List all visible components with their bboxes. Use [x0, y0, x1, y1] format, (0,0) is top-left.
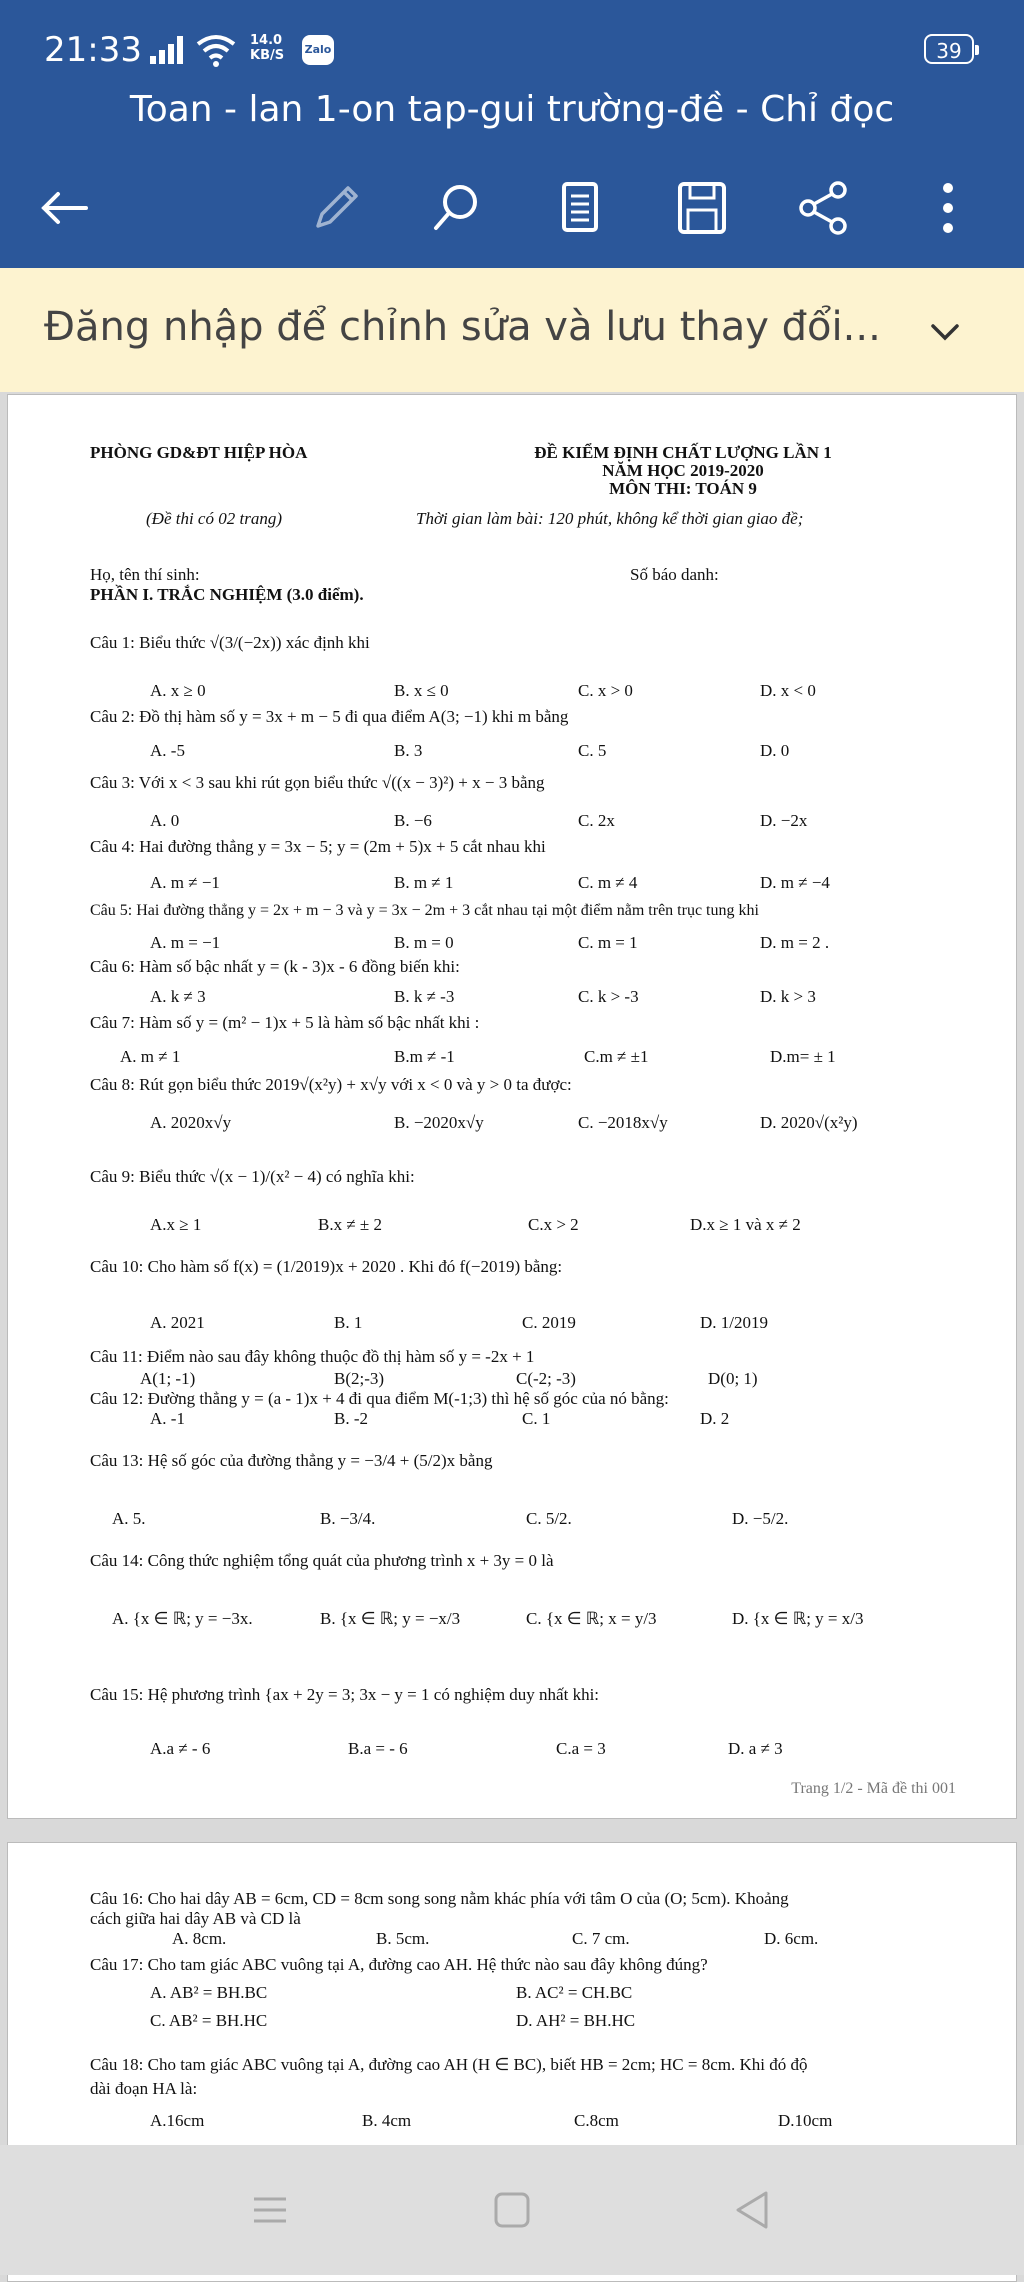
- q14-option-b: B. {x ∈ ℝ; y = −x/3: [320, 1609, 461, 1628]
- q17-option-b: B. AC² = CH.BC: [516, 1983, 633, 2002]
- question-4: Câu 4: Hai đường thẳng y = 3x − 5; y = (2m + 5)x + 5 cắt nhau khi: [90, 837, 546, 856]
- back-nav-icon[interactable]: [722, 2185, 782, 2235]
- reading-view-icon[interactable]: [548, 176, 612, 240]
- q17-option-d: D. AH² = BH.HC: [516, 2011, 636, 2030]
- exam-title-3: MÔN THI: TOÁN 9: [609, 479, 757, 498]
- q16-option-b: B. 5cm.: [376, 1929, 430, 1948]
- q16-option-c: C. 7 cm.: [572, 1929, 630, 1948]
- q4-option-d: D. m ≠ −4: [760, 873, 830, 892]
- question-9: Câu 9: Biểu thức √(x − 1)/(x² − 4) có nghĩa khi:: [90, 1167, 415, 1186]
- question-5: Câu 5: Hai đường thẳng y = 2x + m − 3 và y = 3x − 2m + 3 cắt nhau tại một điểm nằm trên trục tung khi: [90, 902, 759, 919]
- question-3: Câu 3: Với x < 3 sau khi rút gọn biểu thức √((x − 3)²) + x − 3 bằng: [90, 773, 545, 792]
- more-icon[interactable]: [916, 176, 980, 240]
- q13-option-c: C. 5/2.: [526, 1509, 572, 1528]
- q7-option-b: B.m ≠ -1: [394, 1047, 455, 1066]
- q6-option-c: C. k > -3: [578, 987, 639, 1006]
- q15-option-b: B.a = - 6: [348, 1739, 408, 1758]
- question-16: Câu 16: Cho hai dây AB = 6cm, CD = 8cm song song nằm khác phía với tâm O của (O; 5cm). Khoảng: [90, 1889, 789, 1908]
- q8-option-a: A. 2020x√y: [150, 1113, 232, 1132]
- q1-option-a: A. x ≥ 0: [150, 681, 206, 700]
- q6-option-b: B. k ≠ -3: [394, 987, 455, 1006]
- q5-option-b: B. m = 0: [394, 933, 454, 952]
- q9-option-b: B.x ≠ ± 2: [318, 1215, 382, 1234]
- q16-option-d: D. 6cm.: [764, 1929, 819, 1948]
- question-14: Câu 14: Công thức nghiệm tổng quát của phương trình x + 3y = 0 là: [90, 1551, 554, 1570]
- share-icon[interactable]: [792, 176, 856, 240]
- q15-option-a: A.a ≠ - 6: [150, 1739, 211, 1758]
- q3-option-c: C. 2x: [578, 811, 615, 830]
- q13-option-b: B. −3/4.: [320, 1509, 376, 1528]
- header-note: (Đề thi có 02 trang): [146, 509, 282, 528]
- net-speed: 14.0 KB/S: [250, 33, 285, 63]
- q8-option-b: B. −2020x√y: [394, 1113, 484, 1132]
- q8-option-d: D. 2020√(x²y): [760, 1113, 858, 1132]
- q1-option-c: C. x > 0: [578, 681, 633, 700]
- question-18-cont: dài đoạn HA là:: [90, 2079, 198, 2098]
- q2-option-b: B. 3: [394, 741, 423, 760]
- q10-option-b: B. 1: [334, 1313, 363, 1332]
- q3-option-a: A. 0: [150, 811, 180, 830]
- question-12: Câu 12: Đường thẳng y = (a - 1)x + 4 đi qua điểm M(-1;3) thì hệ số góc của nó bằng:: [90, 1389, 669, 1408]
- q18-option-d: D.10cm: [778, 2111, 833, 2130]
- q11-option-d: D(0; 1): [708, 1369, 758, 1388]
- q7-option-c: C.m ≠ ±1: [584, 1047, 649, 1066]
- q3-option-b: B. −6: [394, 811, 432, 830]
- name-label: Họ, tên thí sinh:: [90, 565, 200, 584]
- q16-option-a: A. 8cm.: [172, 1929, 227, 1948]
- back-arrow-icon[interactable]: [34, 176, 98, 240]
- q9-option-c: C.x > 2: [528, 1215, 579, 1234]
- part1-heading: PHẦN I. TRẮC NGHIỆM (3.0 điểm).: [90, 585, 364, 604]
- q17-option-c: C. AB² = BH.HC: [150, 2011, 268, 2030]
- wifi-icon: [196, 34, 236, 68]
- q12-option-b: B. -2: [334, 1409, 368, 1428]
- system-nav-bar: [0, 2145, 1024, 2275]
- q7-option-a: A. m ≠ 1: [120, 1047, 181, 1066]
- question-13: Câu 13: Hệ số góc của đường thẳng y = −3/4 + (5/2)x bằng: [90, 1451, 493, 1470]
- question-6: Câu 6: Hàm số bậc nhất y = (k - 3)x - 6 đồng biến khi:: [90, 957, 460, 976]
- exam-time: Thời gian làm bài: 120 phút, không kể thời gian giao đề;: [416, 509, 804, 528]
- q14-option-d: D. {x ∈ ℝ; y = x/3: [732, 1609, 864, 1628]
- clock: 21:33: [44, 30, 142, 70]
- q2-option-c: C. 5: [578, 741, 607, 760]
- q12-option-d: D. 2: [700, 1409, 730, 1428]
- question-16-cont: cách giữa hai dây AB và CD là: [90, 1909, 301, 1928]
- q10-option-c: C. 2019: [522, 1313, 576, 1332]
- toolbar: [0, 150, 1024, 268]
- q15-option-d: D. a ≠ 3: [728, 1739, 783, 1758]
- q6-option-d: D. k > 3: [760, 987, 816, 1006]
- q5-option-c: C. m = 1: [578, 933, 638, 952]
- q14-option-a: A. {x ∈ ℝ; y = −3x.: [112, 1609, 253, 1628]
- menu-nav-icon[interactable]: [240, 2185, 300, 2235]
- q2-option-a: A. -5: [150, 741, 185, 760]
- question-1: Câu 1: Biểu thức √(3/(−2x)) xác định khi: [90, 633, 370, 652]
- q14-option-c: C. {x ∈ ℝ; x = y/3: [526, 1609, 657, 1628]
- id-label: Số báo danh:: [630, 565, 719, 584]
- q12-option-c: C. 1: [522, 1409, 551, 1428]
- exam-title-2: NĂM HỌC 2019-2020: [602, 461, 764, 480]
- question-7: Câu 7: Hàm số y = (m² − 1)x + 5 là hàm số bậc nhất khi :: [90, 1013, 480, 1032]
- q7-option-d: D.m= ± 1: [770, 1047, 836, 1066]
- zalo-icon: Zalo: [302, 35, 334, 65]
- question-8: Câu 8: Rút gọn biểu thức 2019√(x²y) + x√y với x < 0 và y > 0 ta được:: [90, 1075, 572, 1094]
- q4-option-c: C. m ≠ 4: [578, 873, 638, 892]
- q18-option-a: A.16cm: [150, 2111, 205, 2130]
- q13-option-a: A. 5.: [112, 1509, 146, 1528]
- save-icon[interactable]: [670, 176, 734, 240]
- q6-option-a: A. k ≠ 3: [150, 987, 206, 1006]
- q10-option-a: A. 2021: [150, 1313, 205, 1332]
- q2-option-d: D. 0: [760, 741, 790, 760]
- q5-option-d: D. m = 2 .: [760, 933, 830, 952]
- header-left: PHÒNG GD&ĐT HIỆP HÒA: [90, 443, 308, 462]
- sign-in-banner[interactable]: [0, 268, 1024, 392]
- question-10: Câu 10: Cho hàm số f(x) = (1/2019)x + 2020 . Khi đó f(−2019) bằng:: [90, 1257, 563, 1276]
- q3-option-d: D. −2x: [760, 811, 808, 830]
- q18-option-b: B. 4cm: [362, 2111, 412, 2130]
- document-title: Toan - lan 1-on tap-gui trường-đề - Chỉ đọc: [0, 80, 1024, 150]
- q13-option-d: D. −5/2.: [732, 1509, 789, 1528]
- search-icon[interactable]: [424, 176, 488, 240]
- pencil-icon[interactable]: [304, 176, 368, 240]
- home-nav-icon[interactable]: [482, 2185, 542, 2235]
- question-18: Câu 18: Cho tam giác ABC vuông tại A, đường cao AH (H ∈ BC), biết HB = 2cm; HC = 8cm. Khi đó độ: [90, 2055, 808, 2074]
- q1-option-b: B. x ≤ 0: [394, 681, 449, 700]
- question-11: Câu 11: Điểm nào sau đây không thuộc đồ thị hàm số y = -2x + 1: [90, 1347, 535, 1366]
- q9-option-d: D.x ≥ 1 và x ≠ 2: [690, 1215, 801, 1234]
- page-footer: Trang 1/2 - Mã đề thi 001: [791, 1780, 956, 1797]
- q12-option-a: A. -1: [150, 1409, 185, 1428]
- q15-option-c: C.a = 3: [556, 1739, 606, 1758]
- q5-option-a: A. m = −1: [150, 933, 221, 952]
- question-2: Câu 2: Đồ thị hàm số y = 3x + m − 5 đi qua điểm A(3; −1) khi m bằng: [90, 707, 569, 726]
- q11-option-b: B(2;-3): [334, 1369, 385, 1388]
- question-17: Câu 17: Cho tam giác ABC vuông tại A, đường cao AH. Hệ thức nào sau đây không đúng?: [90, 1955, 708, 1974]
- question-15: Câu 15: Hệ phương trình {ax + 2y = 3; 3x − y = 1 có nghiệm duy nhất khi:: [90, 1685, 600, 1704]
- q8-option-c: C. −2018x√y: [578, 1113, 668, 1132]
- q9-option-a: A.x ≥ 1: [150, 1215, 202, 1234]
- q11-option-c: C(-2; -3): [516, 1369, 576, 1388]
- q10-option-d: D. 1/2019: [700, 1313, 768, 1332]
- q18-option-c: C.8cm: [574, 2111, 619, 2130]
- q4-option-b: B. m ≠ 1: [394, 873, 454, 892]
- q11-option-a: A(1; -1): [140, 1369, 196, 1388]
- exam-title-1: ĐỀ KIỂM ĐỊNH CHẤT LƯỢNG LẦN 1: [534, 443, 832, 462]
- banner-text: Đăng nhập để chỉnh sửa và lưu thay đổi...: [44, 304, 881, 350]
- battery-icon: 39: [924, 34, 974, 64]
- q4-option-a: A. m ≠ −1: [150, 873, 220, 892]
- q17-option-a: A. AB² = BH.BC: [150, 1983, 268, 2002]
- document-page-1[interactable]: [7, 394, 1017, 1819]
- q1-option-d: D. x < 0: [760, 681, 816, 700]
- chevron-down-icon[interactable]: [925, 312, 965, 352]
